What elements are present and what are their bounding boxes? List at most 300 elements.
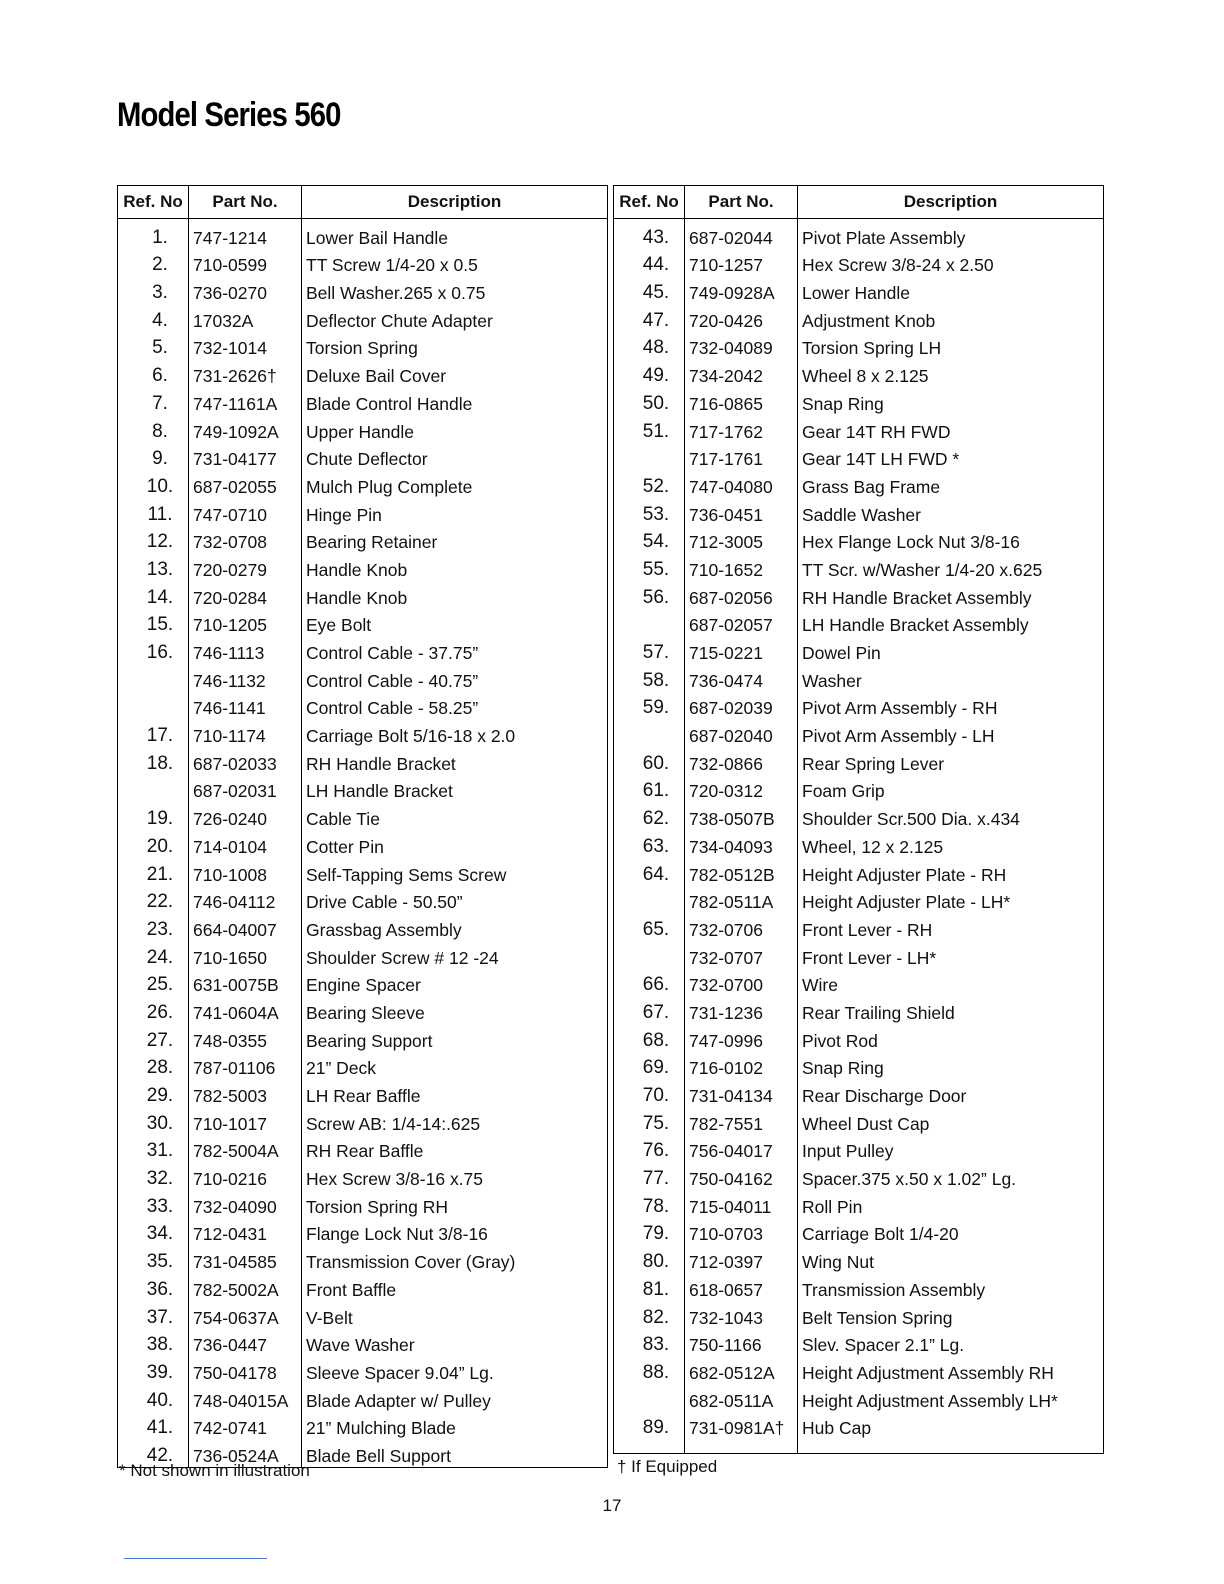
part-no-cell: 782-0512B (685, 858, 798, 886)
table-row (118, 1301, 608, 1329)
description-header: Description (798, 186, 1104, 219)
part-no-cell: 631-0075B (189, 969, 302, 997)
ref-no-cell: 12. (146, 531, 174, 553)
ref-no-cell: 89. (642, 1417, 670, 1439)
description-cell: Rear Trailing Shield (798, 996, 1104, 1024)
ref-no-cell: 36. (146, 1278, 174, 1300)
filler-row (614, 1439, 1104, 1453)
description-cell: Torsion Spring (302, 332, 608, 360)
ref-no-cell: 66. (642, 974, 670, 996)
table-row (118, 913, 608, 941)
footnote-not-shown: * Not shown in illustration (119, 1461, 310, 1480)
ref-no-cell: 1. (152, 226, 168, 248)
part-no-cell: 716-0102 (685, 1052, 798, 1080)
part-no-cell: 720-0279 (189, 553, 302, 581)
table-row (614, 830, 1104, 858)
part-no-cell: 746-1113 (189, 636, 302, 664)
ref-no-cell: 27. (146, 1029, 174, 1051)
footnote-if-equipped: † If Equipped (617, 1457, 718, 1476)
ref-no-cell: 50. (642, 392, 670, 414)
part-no-cell: 749-1092A (189, 415, 302, 443)
description-cell: Control Cable - 40.75” (302, 664, 608, 692)
part-no-cell: 731-1236 (685, 996, 798, 1024)
description-cell: Spacer.375 x.50 x 1.02” Lg. (798, 1162, 1104, 1190)
table-row (118, 941, 608, 969)
part-no-cell: 710-1257 (685, 249, 798, 277)
table-row (614, 1301, 1104, 1329)
description-cell: Pivot Plate Assembly (798, 219, 1104, 249)
part-no-cell: 720-0312 (685, 775, 798, 803)
part-no-cell: 746-1141 (189, 692, 302, 720)
table-row (614, 913, 1104, 941)
description-cell: 21” Mulching Blade (302, 1412, 608, 1440)
description-cell: Eye Bolt (302, 609, 608, 637)
description-cell: V-Belt (302, 1301, 608, 1329)
part-no-cell: 732-0707 (685, 941, 798, 969)
table-row (118, 553, 608, 581)
description-cell: Transmission Assembly (798, 1273, 1104, 1301)
description-cell: Front Lever - RH (798, 913, 1104, 941)
part-no-cell: 720-0284 (189, 581, 302, 609)
table-row (118, 359, 608, 387)
part-no-cell: 748-04015A (189, 1384, 302, 1412)
table-row (614, 1135, 1104, 1163)
table-row (118, 636, 608, 664)
ref-no-cell: 17. (146, 725, 174, 747)
ref-no-cell: 79. (642, 1223, 670, 1245)
ref-no-cell: 2. (152, 254, 168, 276)
table-row (118, 332, 608, 360)
ref-no-cell: 51. (642, 420, 670, 442)
parts-list-left (118, 219, 608, 1468)
part-no-cell: 732-04090 (189, 1190, 302, 1218)
ref-no-header: Ref. No (118, 186, 189, 219)
description-cell: Blade Control Handle (302, 387, 608, 415)
part-no-cell: 682-0512A (685, 1356, 798, 1384)
table-row (118, 996, 608, 1024)
ref-no-cell: 76. (642, 1140, 670, 1162)
ref-no-cell: 15. (146, 614, 174, 636)
part-no-cell: 732-0866 (685, 747, 798, 775)
table-row (118, 1329, 608, 1357)
table-row (118, 747, 608, 775)
description-cell: Snap Ring (798, 1052, 1104, 1080)
description-cell: Dowel Pin (798, 636, 1104, 664)
table-row (118, 1218, 608, 1246)
table-row (614, 969, 1104, 997)
ref-no-cell: 14. (146, 586, 174, 608)
part-no-cell: 618-0657 (685, 1273, 798, 1301)
description-cell: Gear 14T LH FWD * (798, 443, 1104, 471)
description-cell: Engine Spacer (302, 969, 608, 997)
part-no-cell: 747-0710 (189, 498, 302, 526)
ref-no-cell: 52. (642, 475, 670, 497)
ref-no-cell: 22. (146, 891, 174, 913)
part-no-cell: 712-3005 (685, 526, 798, 554)
part-no-cell: 736-0270 (189, 276, 302, 304)
ref-no-cell: 77. (642, 1168, 670, 1190)
part-no-cell: 715-04011 (685, 1190, 798, 1218)
ref-no-cell: 82. (642, 1306, 670, 1328)
description-cell: Roll Pin (798, 1190, 1104, 1218)
ref-no-cell (614, 886, 685, 914)
description-cell: LH Handle Bracket Assembly (798, 609, 1104, 637)
description-cell: Front Lever - LH* (798, 941, 1104, 969)
table-row (118, 415, 608, 443)
part-no-cell: 782-7551 (685, 1107, 798, 1135)
ref-no-cell: 30. (146, 1112, 174, 1134)
table-row (614, 526, 1104, 554)
table-row (118, 249, 608, 277)
description-cell: RH Handle Bracket (302, 747, 608, 775)
table-row (614, 470, 1104, 498)
description-cell: Bearing Sleeve (302, 996, 608, 1024)
table-row (614, 249, 1104, 277)
description-cell: Height Adjustment Assembly RH (798, 1356, 1104, 1384)
ref-no-cell: 80. (642, 1251, 670, 1273)
table-row (614, 1218, 1104, 1246)
table-row (614, 387, 1104, 415)
table-row (614, 1384, 1104, 1412)
part-no-cell: 710-1652 (685, 553, 798, 581)
table-row (118, 581, 608, 609)
description-cell: Bearing Support (302, 1024, 608, 1052)
description-cell: Handle Knob (302, 581, 608, 609)
ref-no-header: Ref. No (614, 186, 685, 219)
table-row (614, 1162, 1104, 1190)
part-no-cell: 687-02056 (685, 581, 798, 609)
table-row (614, 1356, 1104, 1384)
table-row (118, 387, 608, 415)
part-no-cell: 736-0451 (685, 498, 798, 526)
ref-no-cell: 7. (152, 392, 168, 414)
description-cell: Hinge Pin (302, 498, 608, 526)
description-cell: Carriage Bolt 5/16-18 x 2.0 (302, 719, 608, 747)
description-cell: Wheel, 12 x 2.125 (798, 830, 1104, 858)
part-no-cell: 747-1161A (189, 387, 302, 415)
part-no-cell: 716-0865 (685, 387, 798, 415)
ref-no-cell: 39. (146, 1361, 174, 1383)
ref-no-cell: 35. (146, 1251, 174, 1273)
part-no-cell: 732-1043 (685, 1301, 798, 1329)
table-row (118, 609, 608, 637)
part-no-cell: 787-01106 (189, 1052, 302, 1080)
part-no-cell: 741-0604A (189, 996, 302, 1024)
table-row (614, 415, 1104, 443)
description-cell: Wire (798, 969, 1104, 997)
part-no-cell: 726-0240 (189, 802, 302, 830)
description-cell: Hex Screw 3/8-16 x.75 (302, 1162, 608, 1190)
table-row (614, 1329, 1104, 1357)
ref-no-cell: 8. (152, 420, 168, 442)
description-cell: Height Adjustment Assembly LH* (798, 1384, 1104, 1412)
table-row (614, 886, 1104, 914)
ref-no-cell: 60. (642, 752, 670, 774)
table-row (614, 609, 1104, 637)
ref-no-cell (118, 775, 189, 803)
part-no-cell: 747-1214 (189, 219, 302, 249)
filler-cell (614, 1439, 685, 1453)
ref-no-cell: 23. (146, 918, 174, 940)
ref-no-cell: 16. (146, 642, 174, 663)
description-cell: Slev. Spacer 2.1” Lg. (798, 1329, 1104, 1357)
ref-no-cell: 33. (146, 1195, 174, 1217)
description-cell: Blade Adapter w/ Pulley (302, 1384, 608, 1412)
description-cell: LH Rear Baffle (302, 1079, 608, 1107)
part-no-cell: 747-04080 (685, 470, 798, 498)
part-no-cell: 687-02044 (685, 219, 798, 249)
table-row (118, 886, 608, 914)
ref-no-cell: 29. (146, 1085, 174, 1106)
description-cell: Height Adjuster Plate - LH* (798, 886, 1104, 914)
page-number: 17 (602, 1496, 622, 1515)
ref-no-cell: 42. (146, 1444, 174, 1466)
description-cell: Wing Nut (798, 1245, 1104, 1273)
description-cell: 21” Deck (302, 1052, 608, 1080)
ref-no-cell: 65. (642, 918, 670, 940)
header-row (118, 186, 608, 219)
part-no-cell: 717-1761 (685, 443, 798, 471)
ref-no-cell: 3. (152, 282, 168, 304)
table-row (614, 1052, 1104, 1080)
table-row (614, 802, 1104, 830)
description-cell: Hex Flange Lock Nut 3/8-16 (798, 526, 1104, 554)
part-no-cell: 782-5002A (189, 1273, 302, 1301)
ref-no-cell: 20. (146, 835, 174, 857)
part-no-cell: 782-0511A (685, 886, 798, 914)
part-no-cell: 732-0700 (685, 969, 798, 997)
ref-no-cell: 37. (146, 1306, 174, 1328)
part-no-cell: 17032A (189, 304, 302, 332)
table-row (614, 1245, 1104, 1273)
part-no-cell: 736-0447 (189, 1329, 302, 1357)
description-cell: LH Handle Bracket (302, 775, 608, 803)
ref-no-cell: 40. (146, 1389, 174, 1411)
part-no-cell: 734-2042 (685, 359, 798, 387)
part-no-cell: 664-04007 (189, 913, 302, 941)
table-row (118, 470, 608, 498)
part-no-cell: 750-1166 (685, 1329, 798, 1357)
part-no-cell: 714-0104 (189, 830, 302, 858)
ref-no-cell: 48. (642, 337, 670, 359)
ref-no-cell: 43. (642, 226, 670, 248)
description-cell: Lower Bail Handle (302, 219, 608, 249)
part-no-cell: 720-0426 (685, 304, 798, 332)
table-row (614, 219, 1104, 249)
part-no-cell: 747-0996 (685, 1024, 798, 1052)
part-no-cell: 736-0474 (685, 664, 798, 692)
table-row (118, 526, 608, 554)
table-row (614, 276, 1104, 304)
part-no-cell: 710-1017 (189, 1107, 302, 1135)
ref-no-cell: 41. (146, 1417, 174, 1439)
part-no-cell: 712-0397 (685, 1245, 798, 1273)
part-no-header: Part No. (685, 186, 798, 219)
parts-table-left (117, 185, 608, 1468)
ref-no-cell: 67. (642, 1001, 670, 1023)
description-cell: Snap Ring (798, 387, 1104, 415)
ref-no-cell (614, 609, 685, 637)
description-cell: Height Adjuster Plate - RH (798, 858, 1104, 886)
description-cell: Pivot Rod (798, 1024, 1104, 1052)
part-no-cell: 687-02033 (189, 747, 302, 775)
table-row (614, 692, 1104, 720)
part-no-cell: 732-0706 (685, 913, 798, 941)
table-row (118, 1245, 608, 1273)
part-no-cell: 732-1014 (189, 332, 302, 360)
ref-no-cell: 6. (152, 365, 168, 387)
ref-no-cell: 70. (642, 1085, 670, 1106)
table-row (118, 1079, 608, 1107)
table-row (118, 1384, 608, 1412)
ref-no-cell: 31. (146, 1140, 174, 1162)
ref-no-cell: 45. (642, 282, 670, 304)
table-row (118, 219, 608, 249)
description-cell: Lower Handle (798, 276, 1104, 304)
part-no-cell: 710-1205 (189, 609, 302, 637)
description-cell: TT Screw 1/4-20 x 0.5 (302, 249, 608, 277)
part-no-cell: 710-1174 (189, 719, 302, 747)
part-no-cell: 731-04177 (189, 443, 302, 471)
table-row (118, 969, 608, 997)
description-cell: Sleeve Spacer 9.04” Lg. (302, 1356, 608, 1384)
ref-no-cell: 78. (642, 1195, 670, 1217)
description-cell: Control Cable - 58.25” (302, 692, 608, 720)
filler-cell (302, 1467, 608, 1468)
table-row (614, 1412, 1104, 1440)
part-no-cell: 746-1132 (189, 664, 302, 692)
table-row (614, 1079, 1104, 1107)
table-row (118, 1356, 608, 1384)
part-no-cell: 710-0599 (189, 249, 302, 277)
part-no-cell: 750-04162 (685, 1162, 798, 1190)
table-row (118, 1107, 608, 1135)
table-row (614, 332, 1104, 360)
table-row (118, 1162, 608, 1190)
description-cell: Washer (798, 664, 1104, 692)
description-cell: Torsion Spring LH (798, 332, 1104, 360)
description-cell: Carriage Bolt 1/4-20 (798, 1218, 1104, 1246)
ref-no-cell: 26. (146, 1001, 174, 1023)
description-cell: Hub Cap (798, 1412, 1104, 1440)
table-row (614, 996, 1104, 1024)
description-cell: Rear Spring Lever (798, 747, 1104, 775)
ref-no-cell: 32. (146, 1168, 174, 1190)
table-row (614, 775, 1104, 803)
description-cell: Shoulder Scr.500 Dia. x.434 (798, 802, 1104, 830)
part-no-cell: 746-04112 (189, 886, 302, 914)
part-no-cell: 710-1650 (189, 941, 302, 969)
table-row (118, 1024, 608, 1052)
table-row (614, 636, 1104, 664)
description-cell: Adjustment Knob (798, 304, 1104, 332)
table-row (614, 498, 1104, 526)
table-row (118, 664, 608, 692)
table-row (118, 1190, 608, 1218)
ref-no-cell (118, 692, 189, 720)
bottom-rule (124, 1558, 267, 1559)
ref-no-cell: 64. (642, 863, 670, 885)
description-cell: Gear 14T RH FWD (798, 415, 1104, 443)
ref-no-cell (614, 941, 685, 969)
ref-no-cell: 18. (146, 752, 174, 774)
part-no-cell: 731-04585 (189, 1245, 302, 1273)
description-cell: Deflector Chute Adapter (302, 304, 608, 332)
description-cell: Wheel 8 x 2.125 (798, 359, 1104, 387)
description-cell: Cable Tie (302, 802, 608, 830)
ref-no-cell: 21. (146, 863, 174, 885)
table-row (614, 359, 1104, 387)
ref-no-cell: 62. (642, 808, 670, 830)
ref-no-cell: 63. (642, 835, 670, 857)
description-cell: Rear Discharge Door (798, 1079, 1104, 1107)
ref-no-cell: 47. (642, 309, 670, 331)
table-row (614, 1273, 1104, 1301)
table-row (614, 304, 1104, 332)
description-cell: Wheel Dust Cap (798, 1107, 1104, 1135)
description-cell: Torsion Spring RH (302, 1190, 608, 1218)
ref-no-cell: 4. (152, 309, 168, 331)
ref-no-cell: 55. (642, 558, 670, 580)
ref-no-cell: 9. (152, 448, 168, 470)
ref-no-cell: 25. (146, 974, 174, 996)
description-cell: Screw AB: 1/4-14:.625 (302, 1107, 608, 1135)
table-row (118, 858, 608, 886)
description-cell: Saddle Washer (798, 498, 1104, 526)
description-cell: Bell Washer.265 x 0.75 (302, 276, 608, 304)
part-no-cell: 731-0981A† (685, 1412, 798, 1440)
table-row (614, 941, 1104, 969)
ref-no-cell: 75. (642, 1112, 670, 1134)
table-row (118, 1135, 608, 1163)
ref-no-cell: 69. (642, 1057, 670, 1079)
description-cell: Front Baffle (302, 1273, 608, 1301)
table-row (614, 1024, 1104, 1052)
table-row (614, 1107, 1104, 1135)
part-no-cell: 682-0511A (685, 1384, 798, 1412)
description-cell: Deluxe Bail Cover (302, 359, 608, 387)
filler-cell (685, 1439, 798, 1453)
part-no-cell: 732-04089 (685, 332, 798, 360)
description-cell: Belt Tension Spring (798, 1301, 1104, 1329)
table-row (118, 692, 608, 720)
description-cell: Wave Washer (302, 1329, 608, 1357)
ref-no-cell: 38. (146, 1334, 174, 1356)
ref-no-cell: 44. (642, 254, 670, 276)
ref-no-cell: 11. (147, 503, 173, 525)
table-row (118, 1412, 608, 1440)
description-cell: Flange Lock Nut 3/8-16 (302, 1218, 608, 1246)
description-cell: Chute Deflector (302, 443, 608, 471)
table-row (118, 719, 608, 747)
part-no-header: Part No. (189, 186, 302, 219)
description-cell: Pivot Arm Assembly - LH (798, 719, 1104, 747)
part-no-cell: 687-02040 (685, 719, 798, 747)
ref-no-cell: 88. (642, 1361, 670, 1383)
ref-no-cell: 59. (642, 697, 670, 719)
description-cell: RH Rear Baffle (302, 1135, 608, 1163)
parts-table-right (613, 185, 1104, 1454)
ref-no-cell: 24. (146, 946, 174, 968)
table-row (614, 443, 1104, 471)
description-cell: Input Pulley (798, 1135, 1104, 1163)
description-header: Description (302, 186, 608, 219)
part-no-cell: 731-2626† (189, 359, 302, 387)
description-cell: Pivot Arm Assembly - RH (798, 692, 1104, 720)
part-no-cell: 750-04178 (189, 1356, 302, 1384)
description-cell: Self-Tapping Sems Screw (302, 858, 608, 886)
table-row (118, 443, 608, 471)
